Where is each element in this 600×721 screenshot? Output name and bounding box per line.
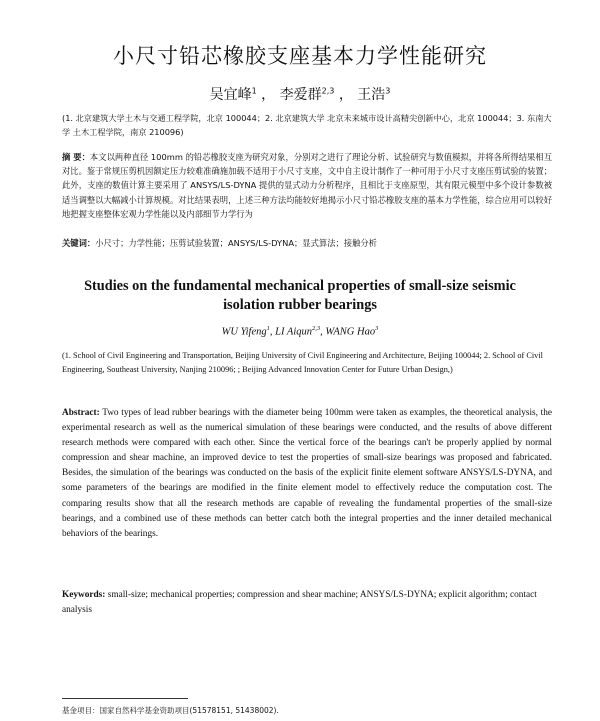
author-separator-en: , <box>269 326 276 338</box>
chinese-abstract <box>62 150 552 221</box>
english-abstract-text: Two types of lead rubber bearings with the diameter being 100mm were taken as examples, the theoretical analysis, the experimental research as well as the numerical simulation of these bearings were conducted, and the results of above different research methods were compared with each other. Since the vertical force of the bearings can't be properly applied by normal compression and shear machine, an improved device to test the properties of small-size bearings was proposed and fabricated. Besides, the simulation of the bearings was conducted on the basis of the explicit finite element software ANSYS/LS-DYNA, and some parameters of the bearings are modified in the finite element model to effectively reduce the computation cost. The comparing results show that all the research methods are capable of revealing the fundamental properties of the small-size bearings, and a combined use of these methods can better catch both the integral properties and the inner detailed mechanical behaviors of the bearings. <box>62 408 552 539</box>
author-cn-1: 吴宜峰 <box>209 87 252 103</box>
chinese-keywords <box>62 236 552 250</box>
chinese-keywords-label: 关键词： <box>62 238 96 248</box>
author-separator: ， <box>338 87 353 103</box>
english-keywords-label: Keywords: <box>62 590 106 600</box>
chinese-abstract-text: 本文以两种直径 100mm 的铅芯橡胶支座为研究对象，分别对之进行了理论分析、试验研究与数值模拟，并将各所得结果相互对比。鉴于常规压剪机因额定压力较难准确施加载不适用于小尺寸支座，文中自主设计制作了一种可用于小尺寸支座压剪试验的装置；此外，支座的数值计算主要采用了 ANSYS/LS-DYNA 提供的显式动力分析程序，且相比于支座原型，其有限元模型中多个设计参数被适当调整以大幅减小计算规模。对比结果表明，上述三种方法均能较好地揭示小尺寸铅芯橡胶支座的基本力学性能，综合应用可以较好地把握支座整体宏观力学性能以及内部细节力学行为 <box>62 152 553 219</box>
chinese-title: 小尺寸铅芯橡胶支座基本力学性能研究 <box>113 44 487 68</box>
author-cn-3: 王浩 <box>357 87 386 103</box>
chinese-abstract-label: 摘 要： <box>62 152 90 162</box>
english-keywords <box>62 588 552 618</box>
chinese-authors <box>0 84 600 104</box>
footnote-divider <box>62 698 188 699</box>
english-title: Studies on the fundamental mechanical properties of small-size seismic isolation rubber bearings <box>84 278 516 313</box>
author-en-2: LI Aiqun <box>275 326 312 338</box>
english-affiliation: (1. School of Civil Engineering and Transportation, Beijing University of Civil Engineering and Architecture, Beijing 100044; 2. School of Civil Engineering, Southeast University, Nanjing 210096; ; Beijing Advanced Innovation Center for Future Urban Design,) <box>62 351 543 374</box>
english-abstract-label: Abstract: <box>62 408 100 418</box>
author-separator-en: , <box>320 326 326 338</box>
author-cn-1-sup: 1 <box>251 86 257 96</box>
chinese-affiliation: (1. 北京建筑大学土木与交通工程学院，北京 100044；2. 北京建筑大学 北京未来城市设计高精尖创新中心，北京 100044；3. 东南大学 土木工程学院，南京 210096) <box>62 113 552 137</box>
english-abstract <box>62 406 552 542</box>
funding-footnote: 基金项目：国家自然科学基金资助项目(51578151, 51438002). <box>62 706 279 715</box>
author-cn-2-sup: 2,3 <box>321 86 335 96</box>
author-en-2-sup: 2,3 <box>312 325 321 332</box>
author-en-3-sup: 3 <box>375 325 379 332</box>
author-en-1-sup: 1 <box>266 325 270 332</box>
author-en-3: WANG Hao <box>325 326 376 338</box>
author-cn-3-sup: 3 <box>385 86 391 96</box>
author-cn-2: 李爱群 <box>279 87 322 103</box>
author-separator: ， <box>261 87 276 103</box>
english-keywords-text: small-size; mechanical properties; compression and shear machine; ANSYS/LS-DYNA; explicit algorithm; contact analysis <box>62 590 537 615</box>
author-en-1: WU Yifeng <box>221 326 267 338</box>
english-authors <box>0 325 600 338</box>
chinese-keywords-text: 小尺寸；力学性能；压剪试验装置；ANSYS/LS-DYNA；显式算法；接触分析 <box>95 238 377 248</box>
